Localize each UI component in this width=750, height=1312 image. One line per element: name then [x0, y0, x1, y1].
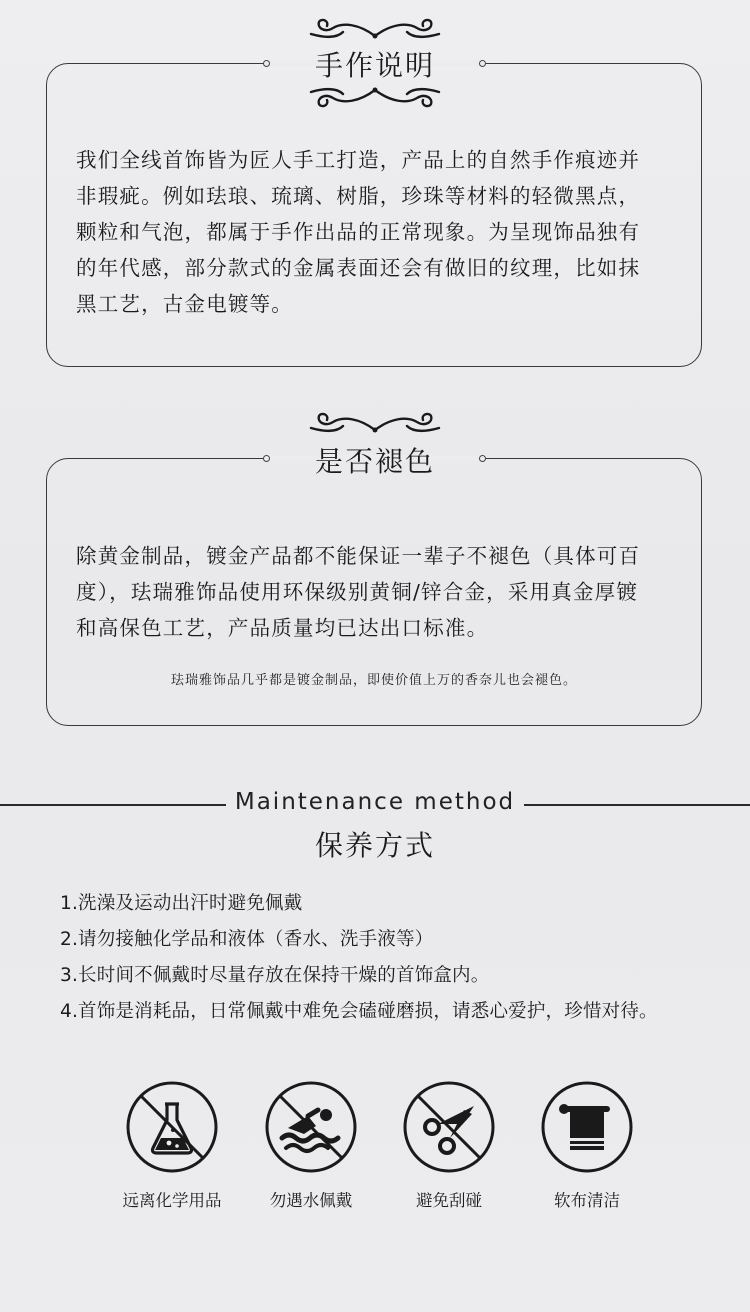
fading-description — [76, 538, 696, 646]
text-line: 非瑕疵。例如珐琅、琉璃、树脂，珍珠等材料的轻微黑点， — [76, 184, 641, 208]
text-line: 除黄金制品，镀金产品都不能保证一辈子不褪色（具体可百 — [76, 544, 641, 568]
icon-label: 远离化学用品 — [122, 1191, 222, 1210]
text-line: 颗粒和气泡，都属于手作出品的正常现象。为呈现饰品独有 — [76, 220, 641, 244]
text-line: 黑工艺，古金电镀等。 — [76, 292, 293, 316]
ornament-top-icon — [303, 18, 447, 40]
handmade-description — [76, 142, 696, 322]
towel-cloth-icon — [540, 1080, 634, 1174]
text-line: 我们全线首饰皆为匠人手工打造，产品上的自然手作痕迹并 — [76, 148, 641, 172]
maintenance-english-title: Maintenance method — [234, 789, 516, 815]
text-line: 和高保色工艺，产品质量均已达出口标准。 — [76, 616, 489, 640]
fading-title: 是否褪色 — [314, 445, 435, 478]
ornament-bottom-icon — [303, 86, 447, 108]
fading-footnote: 珐瑞雅饰品几乎都是镀金制品，即使价值上万的香奈儿也会褪色。 — [170, 673, 577, 688]
maintenance-title: 保养方式 — [314, 829, 435, 862]
tip-item: 1.洗澡及运动出汗时避免佩戴 — [60, 893, 303, 914]
text-line: 度），珐瑞雅饰品使用环保级别黄铜/锌合金，采用真金厚镀 — [76, 580, 639, 604]
icon-label: 避免刮碰 — [416, 1191, 482, 1210]
ornament-top-icon — [303, 412, 447, 434]
tip-item: 3.长时间不佩戴时尽量存放在保持干燥的首饰盒内。 — [60, 965, 490, 986]
tip-item: 2.请勿接触化学品和液体（香水、洗手液等） — [60, 929, 434, 950]
no-scissors-icon — [402, 1080, 496, 1174]
no-swimming-icon — [264, 1080, 358, 1174]
icon-label: 软布清洁 — [554, 1191, 620, 1210]
tip-item: 4.首饰是消耗品，日常佩戴中难免会磕碰磨损，请悉心爱护，珍惜对待。 — [60, 1001, 658, 1022]
text-line: 的年代感，部分款式的金属表面还会有做旧的纹理，比如抹 — [76, 256, 641, 280]
handmade-title: 手作说明 — [314, 49, 435, 82]
no-chemical-flask-icon — [125, 1080, 219, 1174]
icon-label: 勿遇水佩戴 — [269, 1191, 353, 1210]
